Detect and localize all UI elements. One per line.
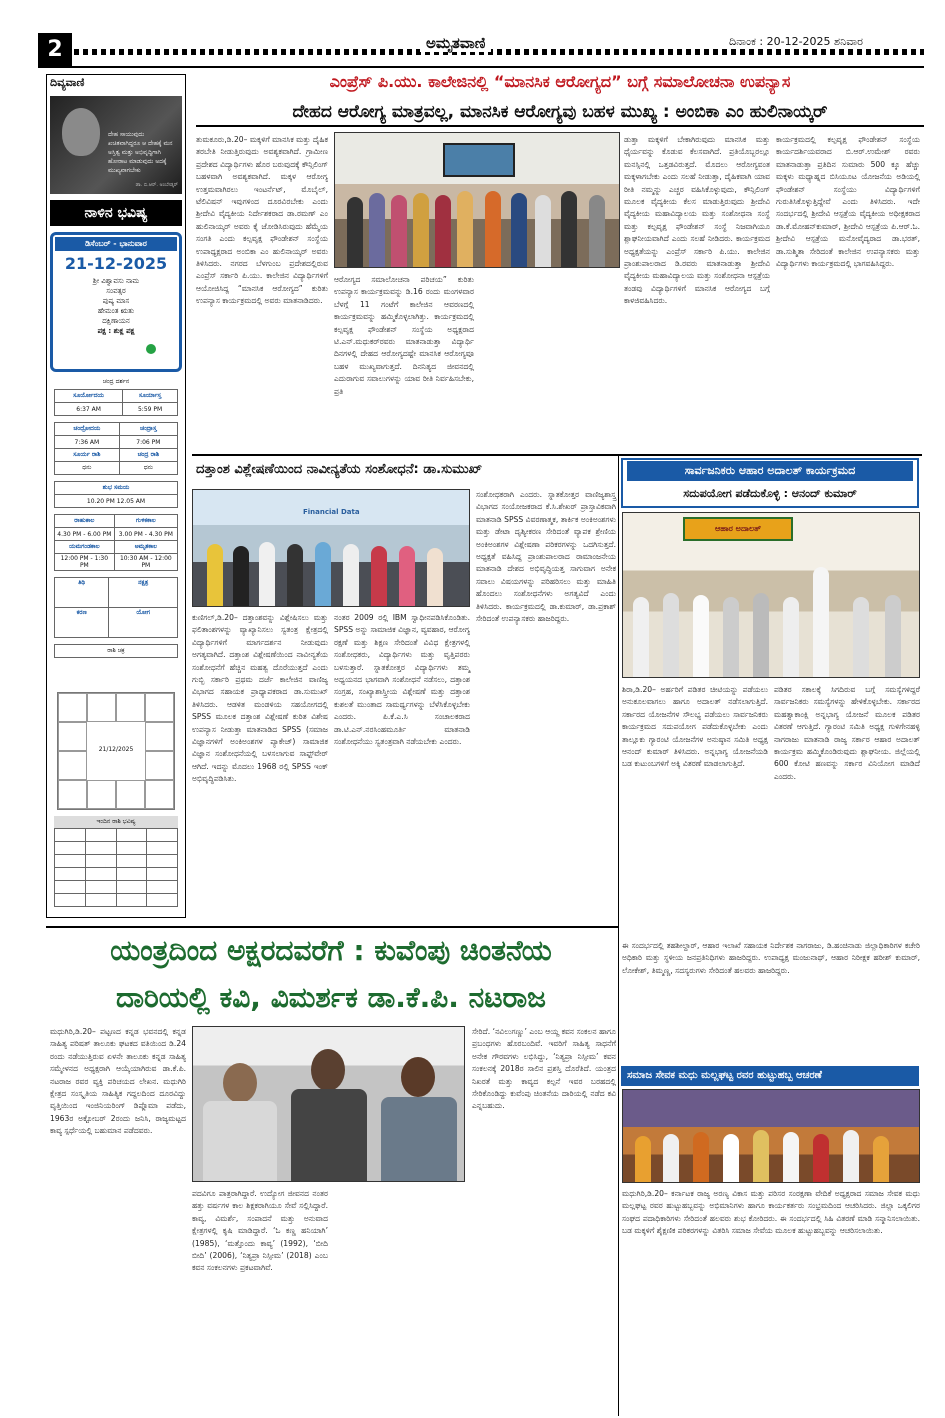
article4-col3: ಸೇರಿದೆ. ‘ನವಿಲುಗಣ್ಣು’ ಎಂಬ ಆಯ್ದ ಕವನ ಸಂಕಲನ ಹಾಗೂ ಪ್ರಬಂಧಗಳು ಹೊರಬಂದಿವೆ. ಇವರಿಗೆ ಸಾಹಿತ್ಯ ಸಾಧನೆಗೆ ಅನೇಕ ಗೌರವಗಳು ಲಭಿಸಿದ್ದು, ‘ನಿತ್ಯಪ್ರಾ ನಿಸ್ಸೀಮ’ ಕವನ ಸಂಕಲನಕ್ಕೆ 2018ರ ಸಾಲಿನ ಪ್ರಶಸ್ತಿ ದೊರೆತಿದೆ. ಯಂತ್ರದ ನಿಖರತೆ ಮತ್ತು ಕಾವ್ಯದ ಕಲ್ಪನೆ ಇವರ ಬರಹದಲ್ಲಿ ಸೇರಿಕೊಂಡಿದ್ದು ಕುವೆಂಪು ಚಿಂತನೆಯ ದಾರಿಯಲ್ಲಿ ನಡೆದ ಕವಿ ಎನ್ನಬಹುದು.	[472, 1027, 616, 1111]
article3-col1: ಶಿರಾ,ಡಿ.20– ಅರ್ಹರಿಗೆ ಪಡಿತರ ಚೀಟಿಯನ್ನು ಪಡೆಯಲು ಅನುಕೂಲವಾಗಲು ಹಾಗೂ ಅದಾಲತ್ ನಡೆಸಲಾಗುತ್ತಿದೆ. ಸರ್ಕಾರದ ಯೋಜನೆಗಳ ಸೌಲಭ್ಯ ಪಡೆಯಲು ಸಾರ್ವಜನಿಕರು ಕಾರ್ಯಕ್ರಮದ ಸದುಪಯೋಗ ಪಡೆದುಕೊಳ್ಳಬೇಕು ಎಂದು ತಾಲ್ಲೂಕು ಗ್ಯಾರಂಟಿ ಯೋಜನೆಗಳ ಅನುಷ್ಠಾನ ಸಮಿತಿ ಅಧ್ಯಕ್ಷ ಆನಂದ್ ಕುಮಾರ್ ತಿಳಿಸಿದರು. ಅನ್ನಭಾಗ್ಯ ಯೋಜನೆಯಡಿ ಬಡ ಕುಟುಂಬಗಳಿಗೆ ಅಕ್ಕಿ ವಿತರಣೆ ಮಾಡಲಾಗುತ್ತಿದೆ.	[622, 685, 768, 769]
portrait-head	[401, 1057, 435, 1097]
page-number: 2	[38, 33, 72, 67]
panchanga-date: 21-12-2025	[64, 254, 168, 273]
masthead-rule	[74, 49, 924, 55]
kundali-cell	[58, 722, 87, 751]
kundali-cell	[58, 693, 87, 722]
photo-person	[813, 567, 829, 677]
rahu-label: ರಾಹುಕಾಲ	[55, 515, 115, 528]
photo-person	[343, 544, 359, 606]
shubha-value: 10.20 PM 12.05 AM	[55, 495, 178, 508]
kundali-cell	[145, 693, 174, 722]
article5-photo	[622, 1089, 920, 1183]
panchanga-line: ಶ್ರೀ ವಿಶ್ವಾವಸು ನಾಮ	[92, 277, 140, 285]
column-divider	[618, 456, 619, 1416]
photo-person	[693, 595, 709, 677]
photo-person	[287, 544, 303, 606]
photo-person	[843, 1130, 859, 1182]
divyavani-quote: ದೇಹ ಸಾಯುವುದು ಖಚಿತವಾಗಿದ್ದರೂ ಆ ದೇಹಕ್ಕೆ ಮನ ಅಸ್ತಿತ್ವ ಮತ್ತು ಅಭಿವೃದ್ಧಿಗಾಗಿ ಹೋರಾಟ ಮಾಡುವುದು ಅದಕ್ಕೆ ಮುಖ್ಯವಾಗಬೇಕು	[108, 131, 173, 174]
photo-person	[633, 597, 649, 677]
portrait-face	[62, 108, 100, 156]
photo-person	[315, 542, 331, 606]
portrait-person	[381, 1097, 457, 1181]
kundali-cell	[145, 780, 174, 809]
nakshatra-label: ನಕ್ಷತ್ರ	[109, 578, 178, 608]
yama-label: ಯಮಗಂಡಕಾಲ	[55, 541, 115, 554]
article1-col4: ಕಾರ್ಯಕ್ರಮದಲ್ಲಿ ಕಲ್ಪವೃಕ್ಷ ಫೌಂಡೇಶನ್ ಸಂಸ್ಥೆಯ ಕಾರ್ಯದರ್ಶಿಯವರಾದ ಬಿ.ಆರ್.ಉಮೇಶ್ ರವರು ಮಾತನಾಡುತ್ತಾ ಪ್ರತಿದಿನ ಸುಮಾರು 500 ಕ್ಕೂ ಹೆಚ್ಚು ಮಕ್ಕಳು ಮಧ್ಯಾಹ್ನದ ಬಿಸಿಯೂಟ ಯೋಜನೆಯ ಅಡಿಯಲ್ಲಿ ಫೌಂಡೇಶನ್ ಸಂಸ್ಥೆಯು ವಿದ್ಯಾರ್ಥಿಗಳಿಗೆ ಗುರುತಿಸಿಕೊಳ್ಳುತ್ತಿದ್ದೇವೆ ಎಂದು ತಿಳಿಸಿದರು. ಇದೇ ಸಂದರ್ಭದಲ್ಲಿ ಶ್ರೀದೇವಿ ಆಸ್ಪತ್ರೆಯ ವೈದ್ಯಕೀಯ ಅಧೀಕ್ಷಕರಾದ ಡಾ.ಕೆ.ಮೋಹನ್‌ಕುಮಾರ್, ಶ್ರೀದೇವಿ ಆಸ್ಪತ್ರೆಯ ಪಿ.ಆರ್.ಓ. ಶ್ರೀದೇವಿ ಆಸ್ಪತ್ರೆಯ ಮನೋವೈದ್ಯರಾದ ಡಾ.ಭರತ್, ಡಾ.ಸುಶ್ಮಿತಾ ಸೇರಿದಂತೆ ಕಾಲೇಜಿನ ಉಪನ್ಯಾಸಕರು ಮತ್ತು ವಿದ್ಯಾರ್ಥಿಗಳು ಕಾರ್ಯಕ್ರಮದಲ್ಲಿ ಭಾಗವಹಿಸಿದ್ದರು.	[776, 135, 920, 269]
photo-person	[207, 544, 223, 606]
rashi-bhavishya-table	[54, 816, 178, 907]
gulika-value: 3.00 PM - 4.30 PM	[114, 528, 177, 541]
kundali-chart	[57, 692, 175, 810]
portrait-person	[291, 1089, 367, 1181]
tithi-label: ತಿಥಿ	[55, 578, 109, 608]
masthead-title: ಅಮೃತವಾಣಿ	[420, 34, 491, 52]
photo-person	[399, 546, 415, 606]
chandra-darshana-label: ಚಂದ್ರ ದರ್ಶನ	[102, 378, 130, 385]
article2-col3-top: ಸಂಶೋಧಕರಾಗಿ ಎಂದರು. ಸ್ನಾತಕೋತ್ತರ ವಾಣಿಜ್ಯಶಾಸ್ತ್ರ ವಿಭಾಗದ ಸಂಯೋಜಕರಾದ ಕೆ.ಸಿ.ಶೇಖರ್ ಪ್ರಾಸ್ತಾವಿಕವಾಗಿ ಮಾತನಾಡಿ SPSS ವಿವರಣಾತ್ಮಕ, ತಾರ್ಕಿಕ ಅಂಕಿಅಂಶಗಳು ಮತ್ತು ಡೇಟಾ ದೃಶ್ಯೀಕರಣ ಸೇರಿದಂತೆ ವ್ಯಾಪಕ ಶ್ರೇಣಿಯ ಅಂಕಿಅಂಶಗಳ ವಿಶ್ಲೇಷಣಾ ಪರಿಕರಗಳನ್ನು ಒದಗಿಸುತ್ತದೆ. ಅಧ್ಯಕ್ಷತೆ ವಹಿಸಿದ್ದ ಪ್ರಾಂಶುಪಾಲರಾದ ರಾಮಾಂಜನೇಯ ಮಾತನಾಡಿ ದೇಶದ ಅಭಿವೃದ್ಧಿಯತ್ತ ಸಾಗುವಾಗ ಅನೇಕ ಸವಾಲು ವಿಷಯಗಳನ್ನು ಪರಿಹರಿಸಲು ಮತ್ತು ಮಾಹಿತಿ ಹೊಂದಲು ಸಂಶೋಧನೆಗಳು ಅಗತ್ಯವಿದೆ ಎಂದು ತಿಳಿಸಿದರು. ಕಾರ್ಯಕ್ರಮದಲ್ಲಿ ಡಾ.ಕುಮಾರ್, ಡಾ.ಪ್ರಕಾಶ್ ಸೇರಿದಂತೆ ಉಪನ್ಯಾಸಕರು ಹಾಜರಿದ್ದರು.	[476, 490, 616, 624]
article2-col3	[476, 612, 616, 924]
article4-headline-line2: ದಾರಿಯಲ್ಲಿ ಕವಿ, ವಿಮರ್ಶಕ ಡಾ.ಕೆ.ಪಿ. ನಟರಾಜ	[115, 981, 546, 1014]
article1-col2b	[478, 274, 618, 454]
sun-table	[54, 389, 178, 416]
karana-label: ಕರಣ	[55, 608, 109, 638]
adalat-banner	[683, 517, 793, 541]
photo-person	[885, 595, 901, 677]
photo-person	[663, 1134, 679, 1182]
article3-headline-line2: ಸದುಪಯೋಗ ಪಡೆದುಕೊಳ್ಳಿ : ಆನಂದ್ ಕುಮಾರ್	[683, 487, 857, 500]
whatsapp-icon	[146, 344, 156, 354]
article4-col2: ಪದವಿಗೂ ಪಾತ್ರರಾಗಿದ್ದಾರೆ. ಉದ್ಯೋಗ ಜೀವನದ ನಂತರ ಹತ್ತು ವರ್ಷಗಳ ಕಾಲ ಶಿಕ್ಷಕರಾಗಿಯೂ ಸೇವೆ ಸಲ್ಲಿಸಿದ್ದಾರೆ. ಕಾವ್ಯ, ವಿಮರ್ಶೆ, ಸಂಪಾದನೆ ಮತ್ತು ಅನುವಾದ ಕ್ಷೇತ್ರಗಳಲ್ಲಿ ಕೃಷಿ ಮಾಡಿದ್ದಾರೆ. ‘ಓ ಕಣ್ಣ ಹನಿಯಾಗಿ’ (1985), ‘ಮತ್ತೊಂದು ಕಾವ್ಯ’ (1992), ‘ಬೀದಿ ಬೀದಿ’ (2006), ‘ನಿತ್ಯಪ್ರಾ ನಿಸ್ಸೀಮ’ (2018) ಎಂಬ ಕವನ ಸಂಕಲನಗಳು ಪ್ರಕಟವಾಗಿವೆ.	[192, 1189, 328, 1273]
kundali-cell	[87, 693, 116, 722]
photo-person	[853, 597, 869, 677]
article2-photo	[192, 489, 470, 607]
article4-headline-line1: ಯಂತ್ರದಿಂದ ಅಕ್ಷರದವರೆಗೆ : ಕುವೆಂಪು ಚಿಂತನೆಯ	[110, 934, 552, 967]
article2-col2: ನಂತರ 2009 ರಲ್ಲಿ IBM ಸ್ವಾಧೀನಪಡಿಸಿಕೊಂಡಿತು. SPSS ಅನ್ನು ಸಾಮಾಜಿಕ ವಿಜ್ಞಾನ, ವ್ಯವಹಾರ, ಆರೋಗ್ಯ ರಕ್ಷಣೆ ಮತ್ತು ಶಿಕ್ಷಣ ಸೇರಿದಂತೆ ವಿವಿಧ ಕ್ಷೇತ್ರಗಳಲ್ಲಿ ಸಂಶೋಧಕರು, ವಿದ್ಯಾರ್ಥಿಗಳು ಮತ್ತು ವೃತ್ತಿಪರರು ಬಳಸುತ್ತಾರೆ. ಸ್ನಾತಕೋತ್ತರ ವಿದ್ಯಾರ್ಥಿಗಳು ತಮ್ಮ ಅಧ್ಯಯನದ ಭಾಗವಾಗಿ ಸಂಶೋಧನೆ ನಡೆಸಲು, ದತ್ತಾಂಶ ಸಂಗ್ರಹ, ಸಂಖ್ಯಾಶಾಸ್ತ್ರೀಯ ವಿಶ್ಲೇಷಣೆ ಮತ್ತು ದತ್ತಾಂಶ ಕುಶಲತೆ ಮುಂತಾದ ಸಾಮರ್ಥ್ಯಗಳನ್ನು ಬೆಳೆಸಿಕೊಳ್ಳಬೇಕು ಎಂದರು. ಪಿ.ಕೆ.ಎ.ಸಿ ಸಂಚಾಲಕರಾದ ಡಾ.ಟಿ.ಎನ್.ನರಸಿಂಹಮೂರ್ತಿ ಮಾತನಾಡಿ ಸಂಶೋಧನೆಯು ಸ್ವತಂತ್ರವಾಗಿ ನಡೆಯಬೇಕು ಎಂದರು.	[334, 613, 470, 747]
kundali-cell	[116, 780, 145, 809]
photo-person	[511, 193, 527, 267]
amrit-value: 10:30 AM - 12:00 PM	[114, 554, 177, 571]
article1-subhead: ದೇಹದ ಆರೋಗ್ಯ ಮಾತ್ರವಲ್ಲ, ಮಾನಸಿಕ ಆರೋಗ್ಯವು ಬಹಳ ಮುಖ್ಯ : ಅಂಬಿಕಾ ಎಂ ಹುಲಿನಾಯ್ಕರ್	[196, 97, 924, 127]
photo-person	[259, 542, 275, 606]
kundali-cell	[145, 722, 174, 751]
sunset-value: 5:59 PM	[123, 403, 178, 416]
moonset-value: 7:06 PM	[119, 436, 177, 449]
photo-person	[347, 197, 363, 267]
yoga-label: ಯೋಗ	[109, 608, 178, 638]
photo-person	[873, 1136, 889, 1182]
kundali-cell	[87, 780, 116, 809]
tithi-table	[54, 577, 178, 638]
panchanga-line: ಪಕ್ಷ : ಶುಕ್ಲ ಪಕ್ಷ	[97, 327, 135, 335]
photo-person	[391, 195, 407, 267]
photo-person	[783, 597, 799, 677]
moonrise-value: 7:36 AM	[55, 436, 120, 449]
photo-person	[457, 191, 473, 267]
kundali-cell	[58, 780, 87, 809]
sunrise-value: 6:37 AM	[55, 403, 123, 416]
portrait-person	[203, 1101, 277, 1181]
photo-person	[589, 195, 605, 267]
projector-screen	[443, 143, 515, 177]
article2-col1: ಕುಣಿಗಲ್,ಡಿ.20– ದತ್ತಾಂಶವನ್ನು ವಿಶ್ಲೇಷಿಸಲು ಮತ್ತು ಫಲಿತಾಂಶಗಳನ್ನು ವ್ಯಾಖ್ಯಾನಿಸಲು ಸ್ವತಂತ್ರ ಕ್ಷೇತ್ರದಲ್ಲಿ ವಿದ್ಯಾರ್ಥಿಗಳಿಗೆ ಮಾರ್ಗದರ್ಶನ ನೀಡುವುದು ಅಗತ್ಯವಾಗಿದೆ. ದತ್ತಾಂಶ ವಿಶ್ಲೇಷಣೆಯಿಂದ ನಾವೀನ್ಯತೆಯ ಸಂಶೋಧನೆಗೆ ಹೆಚ್ಚಿನ ಮಹತ್ವ ದೊರೆಯುತ್ತದೆ ಎಂದು ಗುಬ್ಬಿ ಸರ್ಕಾರಿ ಪ್ರಥಮ ದರ್ಜೆ ಕಾಲೇಜಿನ ವಾಣಿಜ್ಯ ವಿಭಾಗದ ಸಹಾಯಕ ಪ್ರಾಧ್ಯಾಪಕರಾದ ಡಾ.ಸುಮುಖ್ ತಿಳಿಸಿದರು. ಆಡಳಿತ ಮಂಡಳಿಯ ಸಹಯೋಗದಲ್ಲಿ SPSS ಮೂಲಕ ದತ್ತಾಂಶ ವಿಶ್ಲೇಷಣೆ ಕುರಿತ ವಿಶೇಷ ಉಪನ್ಯಾಸ ನೀಡುತ್ತಾ ಮಾತನಾಡಿದ SPSS (ಸಮಾಜ ವಿಜ್ಞಾನಗಳಿಗೆ ಅಂಕಿಅಂಶಗಳ ಪ್ಯಾಕೇಜ್) ಸಾಮಾಜಿಕ ವಿಜ್ಞಾನ ಸಂಶೋಧನೆಯಲ್ಲಿ ಬಳಸಲಾಗುವ ಸಾಫ್ಟ್‌ವೇರ್ ಆಗಿದೆ. ಇದನ್ನು ಮೊದಲು 1968 ರಲ್ಲಿ SPSS ಇಂಕ್ ಅಭಿವೃದ್ಧಿಪಡಿಸಿತು.	[192, 613, 328, 784]
rashi-chakra-label: ರಾಶಿ ಚಕ್ರ	[54, 644, 178, 658]
panchanga-line: ದಕ್ಷಿಣಾಯನ	[102, 317, 130, 325]
portrait-head	[223, 1063, 257, 1103]
article2-headline: ದತ್ತಾಂಶ ವಿಶ್ಲೇಷಣೆಯಿಂದ ನಾವೀನ್ಯತೆಯ ಸಂಶೋಧನೆ: ಡಾ.ಸುಮುಖ್	[196, 462, 483, 477]
panchanga-day: ಡಿಸೆಂಬರ್ - ಭಾನುವಾರ	[55, 237, 177, 251]
nalina-bhavishya-title: ನಾಳಿನ ಭವಿಷ್ಯ	[50, 200, 182, 226]
photo-person	[783, 1132, 799, 1182]
article1-photo	[334, 132, 620, 268]
divyavani-title: ದಿವ್ಯವಾಣಿ	[50, 76, 85, 89]
moonrise-label: ಚಂದ್ರೋದಯ	[55, 423, 120, 436]
article3-col2: ಪಡಿತರ ಸಕಾಲಕ್ಕೆ ಸಿಗದಿರುವ ಬಗ್ಗೆ ಸಮಸ್ಯೆಗಳಿದ್ದರೆ ಸಾರ್ವಜನಿಕರು ಸಮಸ್ಯೆಗಳನ್ನು ಹೇಳಿಕೊಳ್ಳಬೇಕು. ಸರ್ಕಾರದ ಮಹತ್ವಾಕಾಂಕ್ಷಿ ಅನ್ನಭಾಗ್ಯ ಯೋಜನೆ ಮೂಲಕ ಪಡಿತರ ವಿತರಣೆ ಆಗುತ್ತಿದೆ. ಗ್ಯಾರಂಟಿ ಸಮಿತಿ ಅಧ್ಯಕ್ಷ ಗುಳಿಗೇನಹಳ್ಳಿ ನಾಗರಾಜು ಮಾತನಾಡಿ ರಾಜ್ಯ ಸರ್ಕಾರ ಆಹಾರ ಅದಾಲತ್ ಕಾರ್ಯಕ್ರಮ ಹಮ್ಮಿಕೊಂಡಿರುವುದು ಶ್ಲಾಘನೀಯ. ಜಿಲ್ಲೆಯಲ್ಲಿ 600 ಕೋಟಿ ಹಣವನ್ನು ಸರ್ಕಾರ ವಿನಿಯೋಗ ಮಾಡಿದೆ ಎಂದರು.	[774, 685, 920, 781]
panchanga-line: ಸಂವತ್ಸರ	[106, 287, 126, 295]
photo-person	[693, 1132, 709, 1182]
photo-person	[723, 597, 739, 677]
kala-table	[54, 514, 178, 571]
divyavani-portrait	[50, 96, 182, 194]
article1-col3: ಡುತ್ತಾ ಮಕ್ಕಳಿಗೆ ಬೇಕಾಗಿರುವುದು ಮಾನಸಿಕ ಮತ್ತು ಧೈರ್ಯವನ್ನು ಕೊಡುವ ಕೆಲಸವಾಗಿದೆ. ಪ್ರತಿಯೊಬ್ಬರಲ್ಲೂ ಮನಸ್ಸಿನಲ್ಲಿ ಒತ್ತಡವಿರುತ್ತದೆ. ಮೊದಲು ಆರೋಗ್ಯವಂತ ಮಕ್ಕಳಾಗಬೇಕು ಎಂದು ಸಲಹೆ ನೀಡುತ್ತಾ, ದೈಹಿಕವಾಗಿ ಯಾವ ರೀತಿ ನಮ್ಮನ್ನು ಎಚ್ಚರ ವಹಿಸಿಕೊಳ್ಳುವುದು, ಕೌನ್ಸಿಲಿಂಗ್ ಮೂಲಕ ವೈದ್ಯಕೀಯ ಕೆಲಸ ಮಾಡುತ್ತಿರುವುದು ಶ್ರೀದೇವಿ ವೈದ್ಯಕೀಯ ಮಹಾವಿದ್ಯಾಲಯ ಮತ್ತು ಸಂಶೋಧನಾ ಸಂಸ್ಥೆ ಮತ್ತು ಕಲ್ಪವೃಕ್ಷ ಫೌಂಡೇಶನ್ ಸಂಸ್ಥೆ ನಿಜವಾಗಿಯೂ ಶ್ಲಾಘನೀಯವಾಗಿದೆ ಎಂದು ಸಲಹೆ ನೀಡಿದರು. ಕಾರ್ಯಕ್ರಮದ ಅಧ್ಯಕ್ಷತೆಯನ್ನು ಎಂಪ್ರೆಸ್ ಸರ್ಕಾರಿ ಪಿ.ಯು. ಕಾಲೇಜಿನ ಪ್ರಾಂಶುಪಾಲರಾದ ಡಿ.ರವರು ಮಾತನಾಡುತ್ತಾ ಶ್ರೀದೇವಿ ವೈದ್ಯಕೀಯ ಮಹಾವಿದ್ಯಾಲಯ ಮತ್ತು ಸಂಶೋಧನಾ ಆಸ್ಪತ್ರೆಯ ತಂಡವು ವಿದ್ಯಾರ್ಥಿಗಳಿಗೆ ಮಾನಸಿಕ ಆರೋಗ್ಯದ ಬಗ್ಗೆ ಕಾಳಜಿವಹಿಸಿದರು.	[624, 135, 770, 306]
masthead-date: ದಿನಾಂಕ : 20-12-2025 ಶನಿವಾರ	[725, 35, 867, 49]
bhavishya-label: ಇಂದಿನ ರಾಶಿ ಭವಿಷ್ಯ	[54, 816, 178, 828]
panchanga-line: ಹೇಮಂತ ಋತು	[97, 307, 135, 315]
photo-person	[663, 593, 679, 677]
kundali-cell	[116, 693, 145, 722]
article3-col3: ಈ ಸಂದರ್ಭದಲ್ಲಿ ತಹಶೀಲ್ದಾರ್, ಆಹಾರ ಇಲಾಖೆ ಸಹಾಯಕ ನಿರ್ದೇಶಕ ನಾಗರಾಜು, ಡಿ.ಹಂಚಿನಾಡು ಜಿಲ್ಲಾಧಿಕಾರಿಗಳ ಕಚೇರಿ ಅಧಿಕಾರಿ ಮತ್ತು ಸ್ಥಳೀಯ ಜನಪ್ರತಿನಿಧಿಗಳು ಹಾಜರಿದ್ದರು. ಉಪಾಧ್ಯಕ್ಷ ಮಂಜುನಾಥ್, ಆಹಾರ ನಿರೀಕ್ಷಕ ಹರೀಶ್ ಕುಮಾರ್, ಲೋಕೇಶ್, ತಿಮ್ಮಣ್ಣ, ಸದಸ್ಯರುಗಳು ಸೇರಿದಂತೆ ಹಲವರು ಹಾಜರಿದ್ದರು.	[622, 941, 920, 975]
article4-top-rule	[46, 926, 618, 928]
photo-person	[753, 1130, 769, 1182]
surya-rashi-label: ಸೂರ್ಯ ರಾಶಿ	[55, 449, 120, 462]
panchanga-tables	[54, 378, 178, 658]
kundali-cell	[58, 751, 87, 780]
photo-person	[485, 191, 501, 267]
chandra-rashi-label: ಚಂದ್ರ ರಾಶಿ	[119, 449, 177, 462]
photo-person	[635, 1136, 651, 1182]
article4-col2b	[334, 1188, 466, 1404]
photo-person	[723, 1134, 739, 1182]
photo-person	[369, 193, 385, 267]
shubha-label: ಶುಭ ಸಮಯ	[55, 482, 178, 495]
article5-body: ಮಧುಗಿರಿ,ಡಿ.20– ಕರ್ನಾಟಕ ರಾಜ್ಯ ಅರಣ್ಯ ವಿಕಾಸ ಮತ್ತು ಪರಿಸರ ಸಂರಕ್ಷಣಾ ವೇದಿಕೆ ಅಧ್ಯಕ್ಷರಾದ ಸಮಾಜ ಸೇವಕ ಮಧು ಮಲ್ಲಘಟ್ಟ ರವರ ಹುಟ್ಟುಹಬ್ಬವನ್ನು ಅಭಿಮಾನಿಗಳು ಹಾಗೂ ಕಾರ್ಯಕರ್ತರು ಸಂಭ್ರಮದಿಂದ ಆಚರಿಸಿದರು. ಜಿಲ್ಲಾ ಒಕ್ಕಲಿಗರ ಸಂಘದ ಪದಾಧಿಕಾರಿಗಳು ಸೇರಿದಂತೆ ಹಲವರು ಶುಭ ಕೋರಿದರು. ಈ ಸಂದರ್ಭದಲ್ಲಿ ಸಿಹಿ ವಿತರಣೆ ಮಾಡಿ ಸನ್ಮಾನಿಸಲಾಯಿತು. ಬಡ ಮಕ್ಕಳಿಗೆ ಶೈಕ್ಷಣಿಕ ಪರಿಕರಗಳನ್ನು ವಿತರಿಸಿ ಸಮಾಜ ಸೇವೆಯ ಮೂಲಕ ಹುಟ್ಟುಹಬ್ಬವನ್ನು ಆಚರಿಸಲಾಯಿತು.	[622, 1189, 920, 1236]
shubha-table	[54, 481, 178, 508]
adalat-banner-text: ಆಹಾರ ಅದಾಲತ್	[715, 524, 761, 533]
kundali-cell	[145, 751, 174, 780]
article3-headline-line1: ಸಾರ್ವಜನಿಕರು ಆಹಾರ ಅದಾಲತ್ ಕಾರ್ಯಕ್ರಮದ	[627, 461, 913, 481]
yama-value: 12:00 PM - 1:30 PM	[55, 554, 115, 571]
photo-person	[371, 546, 387, 606]
photo-person	[435, 195, 451, 267]
photo-person	[413, 193, 429, 267]
photo-person	[813, 1134, 829, 1182]
chandra-rashi-value: ಧನು	[119, 462, 177, 475]
article1-col1: ತುಮಕೂರು,ಡಿ.20– ಮಕ್ಕಳಿಗೆ ಮಾನಸಿಕ ಮತ್ತು ದೈಹಿಕ ತರಬೇತಿ ನೀಡುತ್ತಿರುವುದು ಅವಶ್ಯಕವಾಗಿದೆ. ಗ್ರಾಮೀಣ ಪ್ರದೇಶದ ವಿದ್ಯಾರ್ಥಿಗಳು ಹೊರ ಬರುವುದಕ್ಕೆ ಕೌನ್ಸಿಲಿಂಗ್ ಬಹಳವಾಗಿ ಅವಶ್ಯಕವಾಗಿದೆ. ಮಕ್ಕಳ ಆರೋಗ್ಯ ಉತ್ತಮವಾಗಿರಲು ಇಂಟರ್ನೆಟ್, ಮೊಬೈಲ್, ಟೆಲಿವಿಷನ್ ಇವುಗಳಿಂದ ದೂರವಿರಬೇಕು ಎಂದು ಶ್ರೀದೇವಿ ವೈದ್ಯಕೀಯ ನಿರ್ದೇಶಕರಾದ ಡಾ.ರಮಣ್ ಎಂ ಹುಲಿನಾಯ್ಕರ್ ಅವರು ಕೈ ಜೋಡಿಸಿರುವುದು ಹೆಮ್ಮೆಯ ಸಂಗತಿ ಎಂದು ಕಲ್ಪವೃಕ್ಷ ಫೌಂಡೇಶನ್ ಸಂಸ್ಥೆಯ ಉಪಾಧ್ಯಕ್ಷರಾದ ಅಂಬಿಕಾ ಎಂ ಹುಲಿನಾಯ್ಕರ್ ಅವರು ತಿಳಿಸಿದರು. ನಗರದ ಬೆಳಗುಂಬ ಪ್ರದೇಶದಲ್ಲಿರುವ ಎಂಪ್ರೆಸ್ ಸರ್ಕಾರಿ ಪಿ.ಯು. ಕಾಲೇಜಿನ ವಿದ್ಯಾರ್ಥಿಗಳಿಗೆ ಆಯೋಜಿಸಿದ್ದ “ಮಾನಸಿಕ ಆರೋಗ್ಯದ” ಕುರಿತು ಉಪನ್ಯಾಸ ಕಾರ್ಯಕ್ರಮದಲ್ಲಿ ಅವರು ಮಾತನಾಡಿದರು.	[196, 135, 328, 306]
photo-person	[535, 195, 551, 267]
surya-rashi-value: ಧನು	[55, 462, 120, 475]
kundali-date: 21/12/2025	[98, 746, 134, 753]
photo-person	[561, 191, 577, 267]
article5-headline: ಸಮಾಜ ಸೇವಕ ಮಧು ಮಲ್ಲಘಟ್ಟ ರವರ ಹುಟ್ಟುಹಬ್ಬ ಆಚರಣೆ	[621, 1066, 919, 1086]
article3-photo	[622, 512, 920, 678]
gulika-label: ಗುಳಿಕಕಾಲ	[114, 515, 177, 528]
photo-person	[427, 548, 443, 606]
sunrise-label: ಸೂರ್ಯೋದಯ	[55, 390, 123, 403]
portrait-head	[311, 1049, 345, 1091]
bhavishya-grid	[54, 828, 178, 907]
article1-headline: ಎಂಪ್ರೆಸ್ ಪಿ.ಯು. ಕಾಲೇಜಿನಲ್ಲಿ “ಮಾನಸಿಕ ಆರೋಗ್ಯದ” ಬಗ್ಗೆ ಸಮಾಲೋಚನಾ ಉಪನ್ಯಾಸ	[329, 72, 791, 91]
moonset-label: ಚಂದ್ರಾಸ್ತ	[119, 423, 177, 436]
sunset-label: ಸೂರ್ಯಾಸ್ತ	[123, 390, 178, 403]
article1-col2: ಆರೋಗ್ಯದ ಸಮಾಲೋಚನಾ ಪರಿಚಯ” ಕುರಿತು ಉಪನ್ಯಾಸ ಕಾರ್ಯಕ್ರಮವನ್ನು ಡಿ.16 ರಂದು ಮಂಗಳವಾರ ಬೆಳಗ್ಗೆ 11 ಗಂಟೆಗೆ ಕಾಲೇಜಿನ ಆವರಣದಲ್ಲಿ ಕಾರ್ಯಕ್ರಮವನ್ನು ಹಮ್ಮಿಕೊಳ್ಳಲಾಗಿತ್ತು. ಕಾರ್ಯಕ್ರಮದಲ್ಲಿ ಕಲ್ಪವೃಕ್ಷ ಫೌಂಡೇಶನ್ ಸಂಸ್ಥೆಯ ಅಧ್ಯಕ್ಷರಾದ ಟಿ.ಎನ್.ಮಧುಕರ್‌ರವರು ಮಾತನಾಡುತ್ತಾ ವಿದ್ಯಾರ್ಥಿ ದಿನಗಳಲ್ಲಿ ದೇಹದ ಆರೋಗ್ಯದಷ್ಟೇ ಮಾನಸಿಕ ಆರೋಗ್ಯವೂ ಬಹಳ ಮುಖ್ಯವಾಗುತ್ತದೆ. ದಿನನಿತ್ಯದ ಜೀವನದಲ್ಲಿ ಎದುರಾಗುವ ಸವಾಲುಗಳನ್ನು ಯಾವ ರೀತಿ ನಿರ್ವಹಿಸಬೇಕು, ಪ್ರತಿ	[334, 275, 474, 396]
amrit-label: ಅಮೃತಕಾಲ	[114, 541, 177, 554]
panchanga-lines	[55, 276, 177, 336]
photo-person	[753, 593, 769, 677]
rahu-value: 4.30 PM - 6.00 PM	[55, 528, 115, 541]
masthead-underline	[38, 66, 924, 68]
article4-col1: ಮಧುಗಿರಿ,ಡಿ.20– ಪಟ್ಟಣದ ಕನ್ನಡ ಭವನದಲ್ಲಿ ಕನ್ನಡ ಸಾಹಿತ್ಯ ಪರಿಷತ್ ತಾಲೂಕು ಘಟಕದ ವತಿಯಿಂದ ಡಿ.24 ರಂದು ನಡೆಯುತ್ತಿರುವ ಏಳನೇ ತಾಲೂಕು ಕನ್ನಡ ಸಾಹಿತ್ಯ ಸಮ್ಮೇಳನದ ಅಧ್ಯಕ್ಷರಾಗಿ ಆಯ್ಕೆಯಾಗಿರುವ ಡಾ.ಕೆ.ಪಿ. ನಟರಾಜ ರವರ ವ್ಯಕ್ತಿ ಪರಿಚಯದ ಲೇಖನ. ಮಧುಗಿರಿ ಕ್ಷೇತ್ರದ ಸಂಸ್ಕೃತಿಯ ಸಾಹಿತ್ಯಿಕ ಗದ್ದಲದಿಂದ ದೂರವಿದ್ದು ವೃತ್ತಿಯಿಂದ ಇಂಜಿನಿಯರಿಂಗ್ ಡಿಪ್ಲೊಮಾ ಪಡೆದು, 1963ರ ಅಕ್ಟೋಬರ್ 2ರಂದು ಜನಿಸಿ, ರಾಜ್ಯಮಟ್ಟದ ಕಾವ್ಯ ಸ್ಪರ್ಧೆಯಲ್ಲಿ ಬಹುಮಾನ ಪಡೆದವರು.	[50, 1027, 186, 1136]
article4-photo	[192, 1026, 465, 1182]
photo-banner-text: Financial Data	[303, 508, 360, 516]
panchanga-line: ಪುಷ್ಯ ಮಾಸ	[102, 297, 130, 305]
photo-person	[233, 546, 249, 606]
divyavani-author: ಡಾ. ಬಿ.ಆರ್. ಅಂಬೇಡ್ಕರ್	[135, 182, 178, 188]
moon-table	[54, 422, 178, 475]
